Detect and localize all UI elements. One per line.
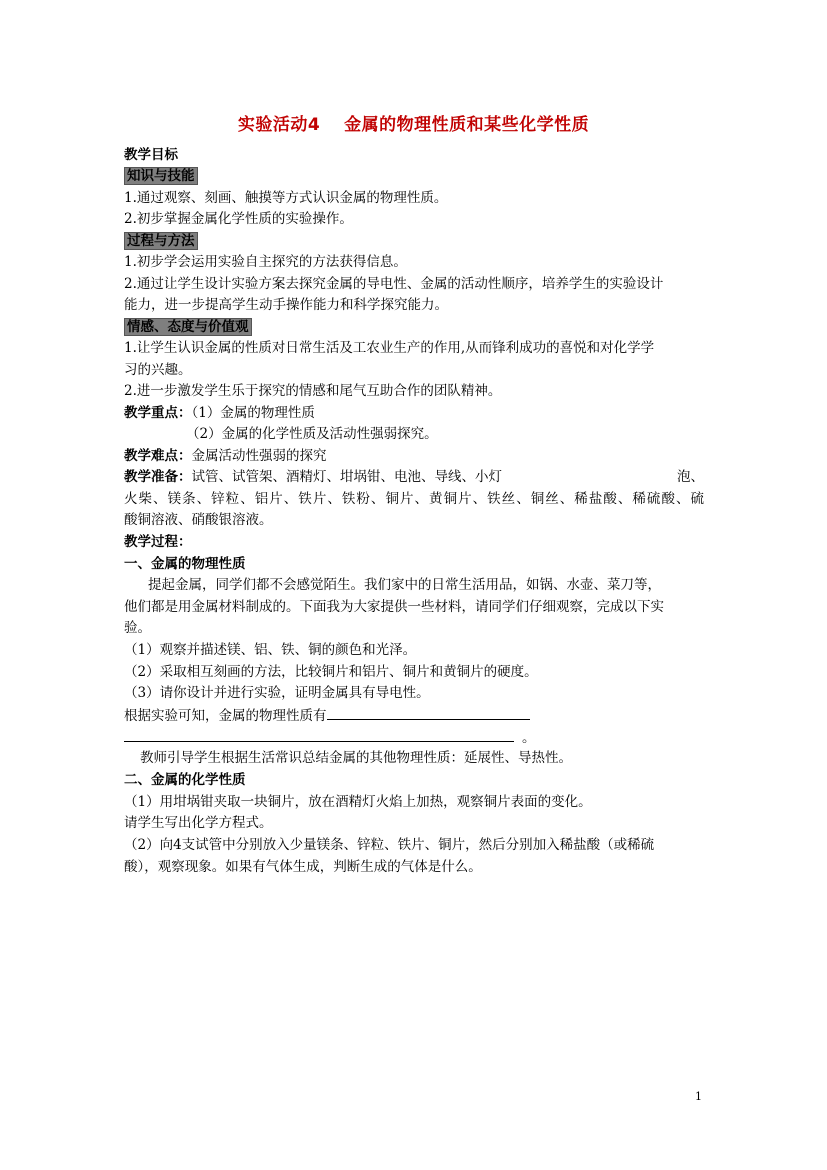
experiment-step: 请学生写出化学方程式。 [124,815,273,831]
answer-blank-line [124,727,536,748]
experiment-step: （2）采取相互刻画的方法，比较铜片和铝片、铜片和黄铜片的硬度。 [124,664,538,680]
conclusion-line [124,705,530,726]
experiment-step: （2）向4支试管中分别放入少量镁条、锌粒、铁片、铜片，然后分别加入稀盐酸（或稀硫 [124,837,655,853]
paragraph: 验。 [124,620,151,636]
preparation-label: 教学准备： [124,469,192,485]
preparation-text: 泡、 [677,469,704,485]
process-label: 教学过程： [124,534,192,550]
key-points-label: 教学重点： [124,405,192,421]
list-item: 1.让学生认识金属的性质对日常生活及工农业生产的作用,从而锋利成功的喜悦和对化学学 [124,340,655,356]
experiment-step: 酸），观察现象。如果有气体生成，判断生成的气体是什么。 [124,859,482,875]
paragraph: 提起金属，同学们都不会感觉陌生。我们家中的日常生活用品，如锅、水壶、菜刀等， [148,577,661,593]
difficulty-label: 教学难点： [124,448,192,464]
list-item: 2.初步掌握金属化学性质的实验操作。 [124,211,353,227]
key-point-item: （1）金属的物理性质 [191,405,315,421]
part2-heading: 二、金属的化学性质 [124,772,246,788]
answer-blank [124,727,514,742]
conclusion-text: 根据实验可知，金属的物理性质有 [124,708,327,724]
key-points-line [124,403,315,423]
teacher-note: 教师引导学生根据生活常识总结金属的其他物理性质：延展性、导热性。 [140,750,572,766]
list-item: 习的兴趣。 [124,362,192,378]
period: 。 [522,730,536,746]
list-item: 2.通过让学生设计实验方案去探究金属的导电性、金属的活动性顺序，培养学生的实验设计 [124,276,664,292]
section-heading-attitude [124,317,252,337]
paragraph: 他们都是用金属材料制成的。下面我为大家提供一些材料，请同学们仔细观察，完成以下实 [124,599,664,615]
list-item: 1.初步学会运用实验自主探究的方法获得信息。 [124,254,407,270]
preparation-line [124,467,704,487]
answer-blank [327,705,530,720]
page-number: 1 [695,1090,702,1103]
goals-heading: 教学目标 [124,147,178,163]
section-heading-label: 知识与技能 [124,167,198,185]
difficulty-text: 金属活动性强弱的探究 [191,448,327,464]
key-point-item: （2）金属的化学性质及活动性强弱探究。 [186,426,438,442]
experiment-step: （1）观察并描述镁、铝、铁、铜的颜色和光泽。 [124,642,417,658]
section-heading-label: 情感、态度与价值观 [124,318,252,336]
page-title: 实验活动4 金属的物理性质和某些化学性质 [237,115,590,135]
section-heading-label: 过程与方法 [124,232,198,250]
section-heading-process [124,231,198,251]
list-item: 2.进一步激发学生乐于探究的情感和尾气互助合作的团队精神。 [124,383,502,399]
experiment-step: （3）请你设计并进行实验，证明金属具有导电性。 [124,685,430,701]
list-item: 1.通过观察、刻画、触摸等方式认识金属的物理性质。 [124,190,448,206]
preparation-text: 酸铜溶液、硝酸银溶液。 [124,512,273,528]
difficulty-line [124,446,327,466]
section-heading-knowledge [124,166,198,186]
experiment-step: （1）用坩埚钳夹取一块铜片，放在酒精灯火焰上加热，观察铜片表面的变化。 [124,794,592,810]
part1-heading: 一、金属的物理性质 [124,556,246,572]
list-item: 能力，进一步提高学生动手操作能力和科学探究能力。 [124,297,448,313]
preparation-text: 试管、试管架、酒精灯、坩埚钳、电池、导线、小灯 [191,469,502,485]
preparation-text: 火柴、镁条、锌粒、铝片、铁片、铁粉、铜片、黄铜片、铁丝、铜丝、稀盐酸、稀硫酸、硫 [124,491,704,507]
